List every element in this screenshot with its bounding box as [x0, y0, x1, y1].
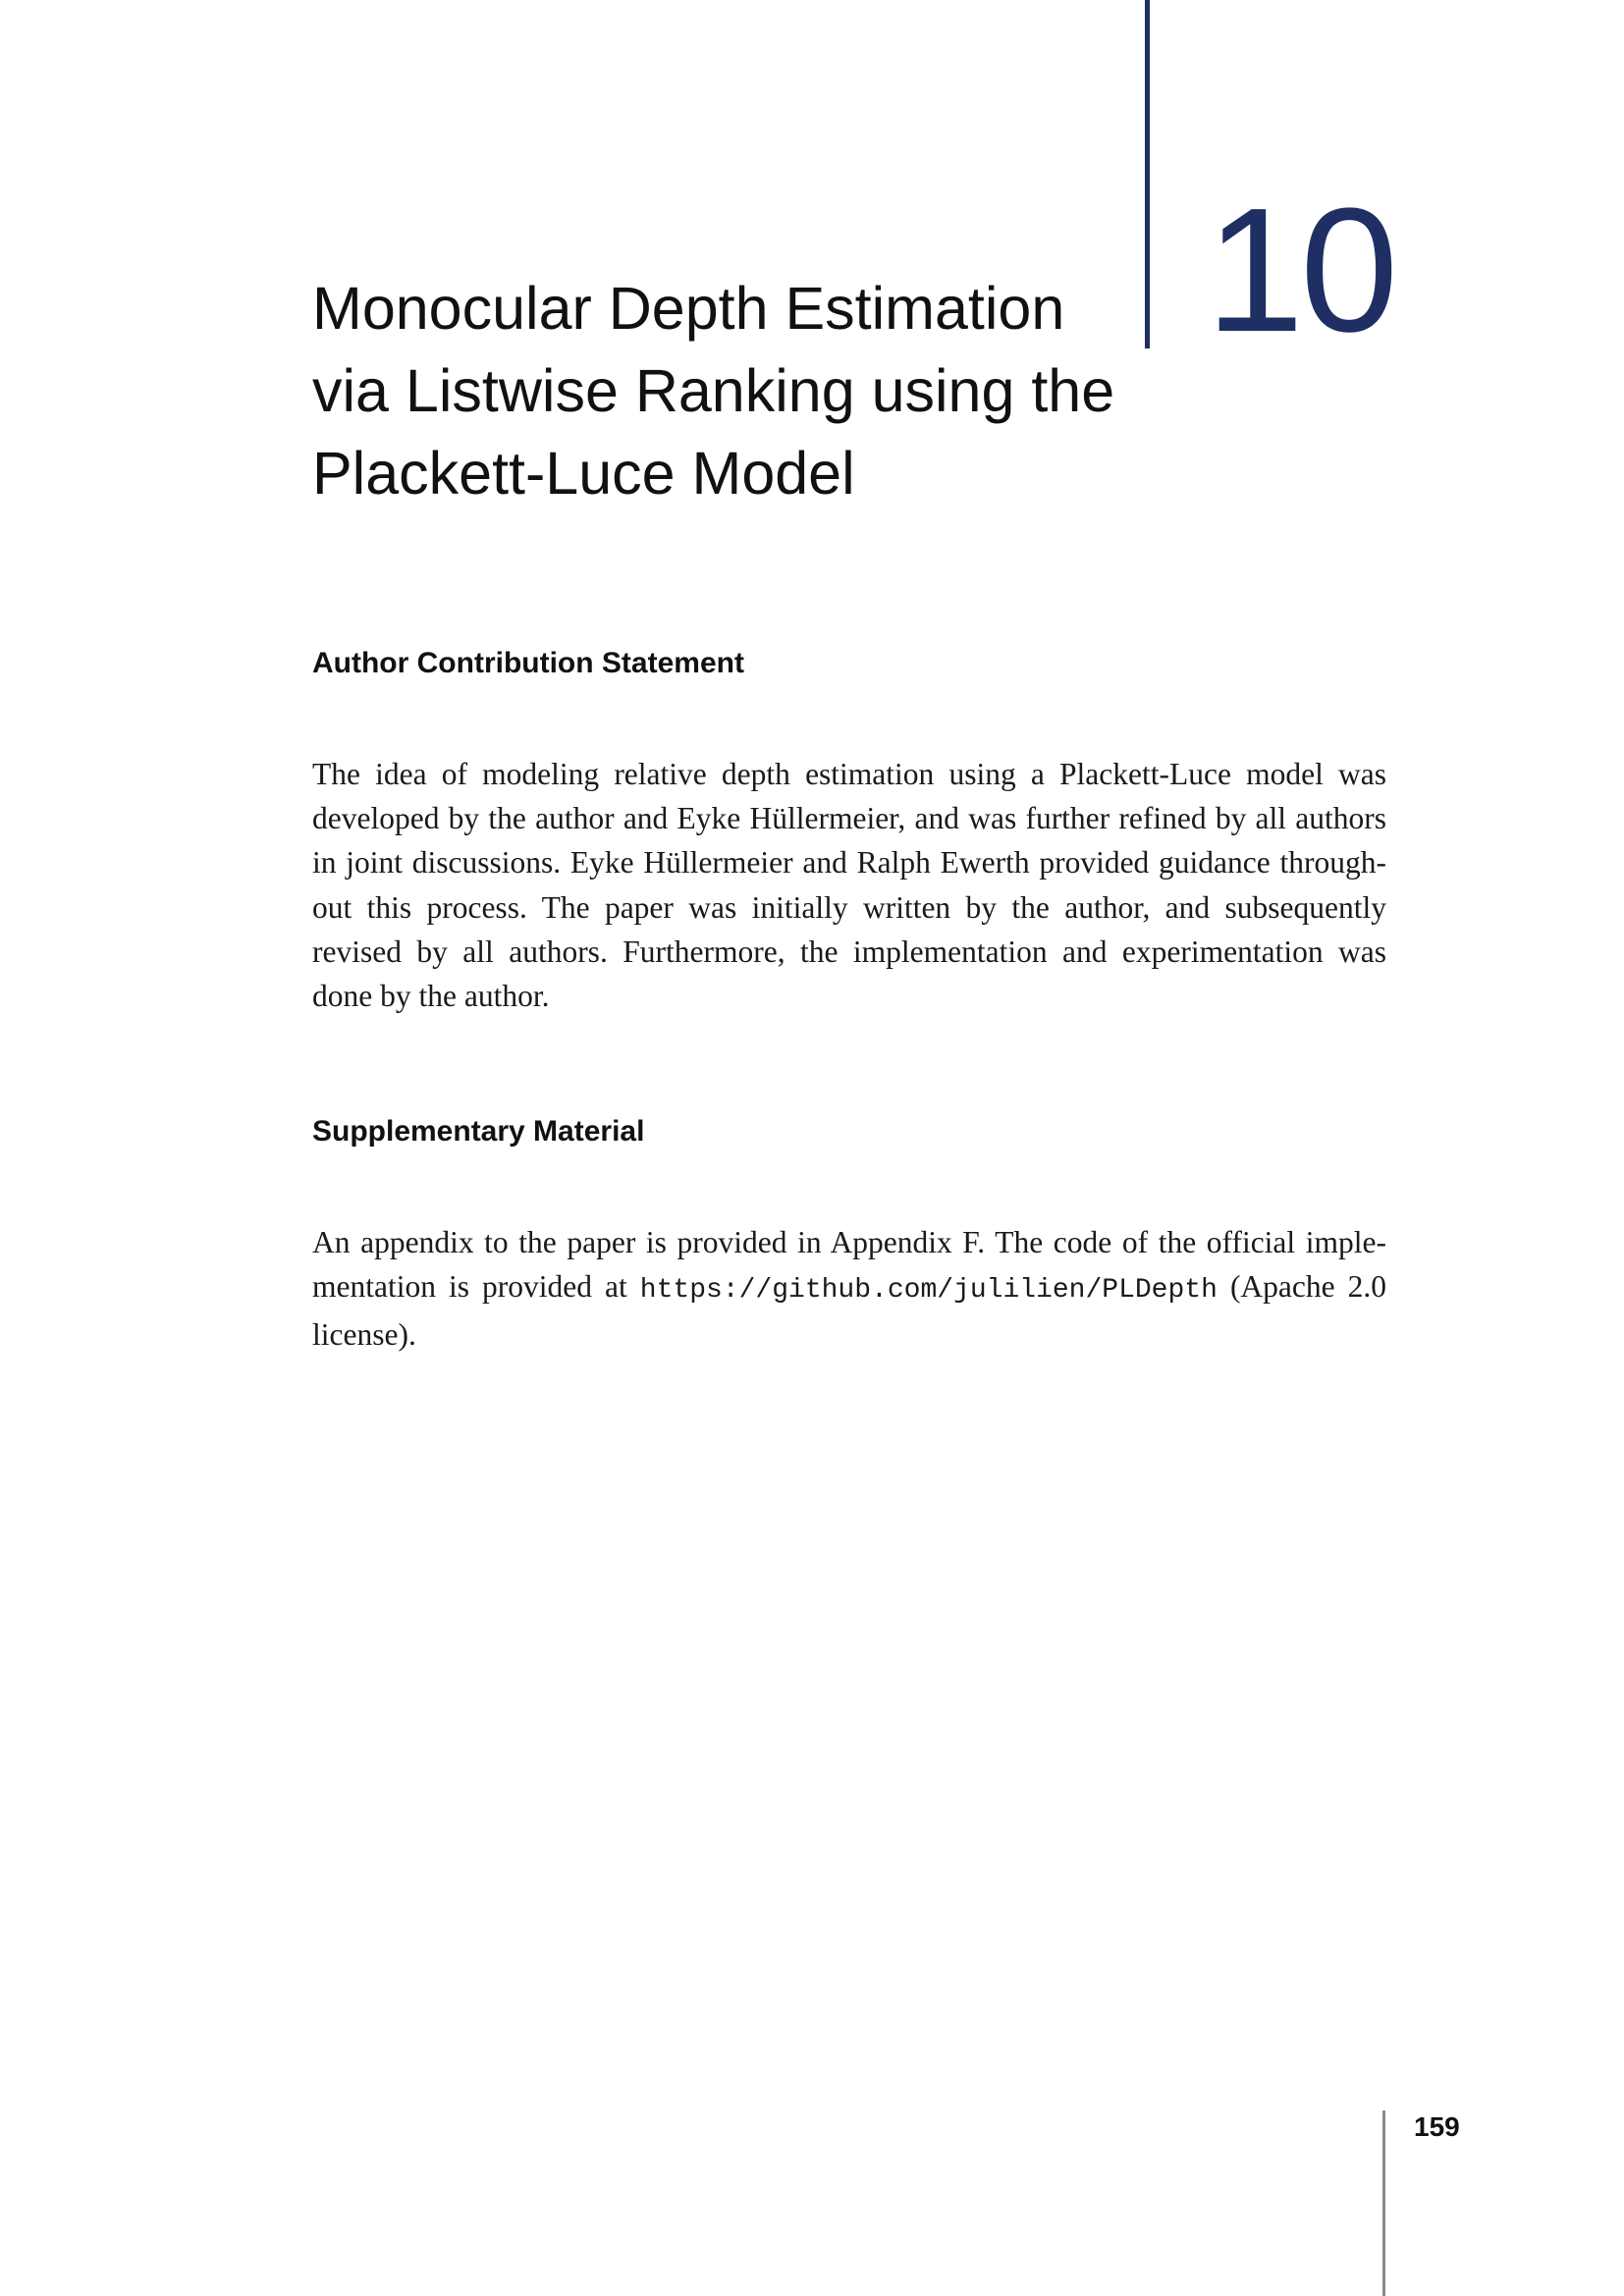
chapter-number: 10 — [1206, 172, 1395, 369]
chapter-title-line: via Listwise Ranking using the — [312, 357, 1115, 424]
paragraph-line: in joint discussions. Eyke Hüllermeier and Ralph Ewerth provided guidance through- — [312, 845, 1386, 881]
paragraph-line: An appendix to the paper is provided in Appendix F. The code of the official imple- — [312, 1225, 1386, 1259]
paragraph-line: license). — [312, 1317, 416, 1353]
author-contribution-paragraph — [312, 752, 1386, 1018]
author-contribution-heading: Author Contribution Statement — [312, 647, 744, 679]
footer-rule — [1382, 2110, 1385, 2296]
line-text: mentation is provided at — [312, 1269, 627, 1305]
paragraph-line: out this process. The paper was initially written by the author, and subsequently — [312, 889, 1386, 925]
chapter-rule — [1145, 0, 1150, 348]
code-repository-link[interactable]: https://github.com/julilien/PLDepth — [639, 1275, 1218, 1307]
paragraph-line: done by the author. — [312, 979, 550, 1014]
supplementary-material-paragraph — [312, 1220, 1386, 1358]
paragraph-line — [312, 1264, 1386, 1312]
paragraph-line: The idea of modeling relative depth estimation using a Plackett-Luce model was — [312, 757, 1386, 791]
paragraph-line: developed by the author and Eyke Hüllermeier, and was further refined by all authors — [312, 801, 1386, 836]
line-text: (Apache 2.0 — [1229, 1269, 1387, 1305]
chapter-title-line: Plackett-Luce Model — [312, 440, 855, 507]
chapter-title-line: Monocular Depth Estimation — [312, 275, 1065, 342]
paragraph-line: revised by all authors. Furthermore, the implementation and experimentation was — [312, 934, 1386, 969]
supplementary-material-heading: Supplementary Material — [312, 1115, 645, 1148]
page-number: 159 — [1414, 2111, 1460, 2142]
chapter-title — [312, 267, 1117, 514]
